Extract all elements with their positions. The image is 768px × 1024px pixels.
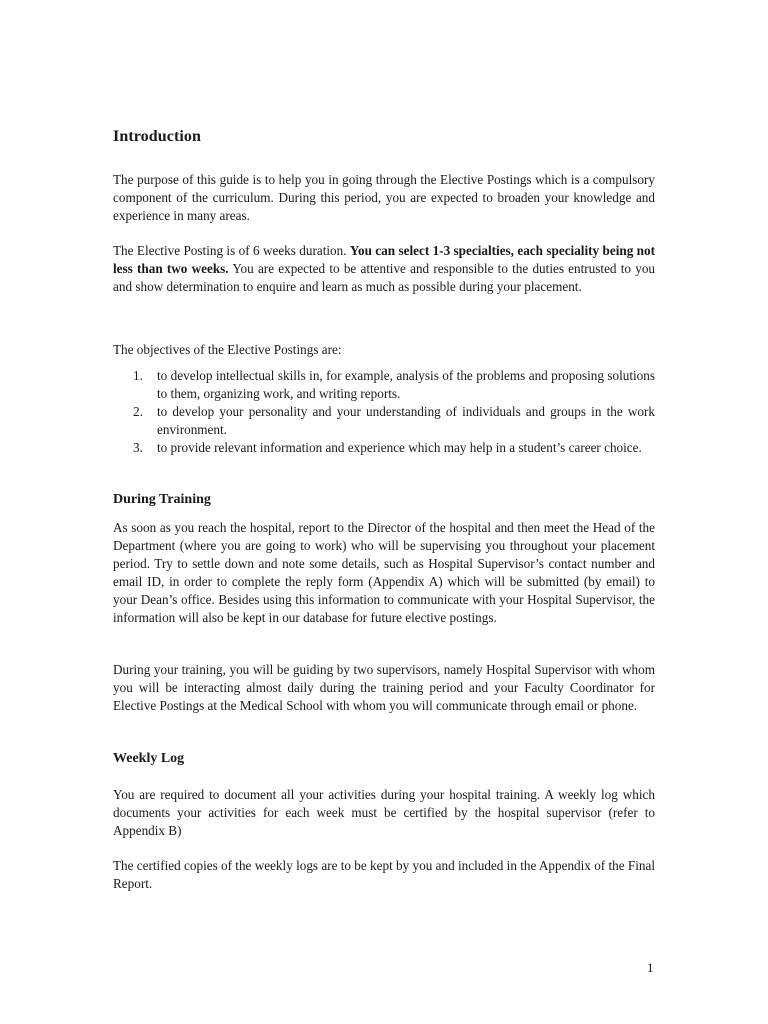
objectives-list [113,367,655,457]
training-paragraph-2: During your training, you will be guiding by two supervisors, namely Hospital Supervisor with whom you will be interacting almost daily during the training period and your Faculty Coordinator for Elective Postings at the Medical School with whom you will communicate through email or phone. [113,662,655,713]
heading-during-training: During Training [113,492,211,507]
objectives-intro: The objectives of the Elective Postings are: [113,342,342,357]
objective-item [113,403,655,439]
heading-weekly-log: Weekly Log [113,751,185,766]
training-paragraph-1: As soon as you reach the hospital, report to the Director of the hospital and then meet the Head of the Department (where you are going to work) who will be supervising you throughout your placement period. Try to settle down and note some details, such as Hospital Supervisor’s contact number and email ID, in order to complete the reply form (Appendix A) which will be submitted (by email) to your Dean’s office. Besides using this information to communicate with your Hospital Supervisor, the information will also be kept in our database for future elective postings. [113,520,655,625]
log-paragraph-1: You are required to document all your activities during your hospital training. A weekly log which documents your activities for each week must be certified by the hospital supervisor (refer to Appendix B) [113,787,655,838]
intro-paragraph-2-bold: You can select 1-3 specialties, each speciality being not less than two weeks. [113,243,655,276]
heading-introduction: Introduction [113,128,202,145]
objective-text: to develop your personality and your understanding of individuals and groups in the work environment. [157,404,655,437]
objective-text: to develop intellectual skills in, for example, analysis of the problems and proposing solutions to them, organizing work, and writing reports. [157,368,655,401]
page-number: 1 [647,960,654,975]
intro-paragraph-1: The purpose of this guide is to help you in going through the Elective Postings which is a compulsory component of the curriculum. During this period, you are expected to broaden your knowledge and experience in many areas. [113,172,655,223]
intro-paragraph-2 [113,242,655,296]
objective-item [113,439,655,457]
objective-number: 1. [133,368,143,383]
objective-number: 3. [133,440,143,455]
objective-number: 2. [133,404,143,419]
log-paragraph-2: The certified copies of the weekly logs are to be kept by you and included in the Appendix of the Final Report. [113,858,656,891]
objective-item [113,367,655,403]
intro-paragraph-2-text-a: The Elective Posting is of 6 weeks duration. [113,243,350,258]
objective-text: to provide relevant information and experience which may help in a student’s career choice. [157,440,642,455]
intro-paragraph-2-text-b: You are expected to be attentive and responsible to the duties entrusted to you and show determination to enquire and learn as much as possible during your placement. [113,261,656,294]
